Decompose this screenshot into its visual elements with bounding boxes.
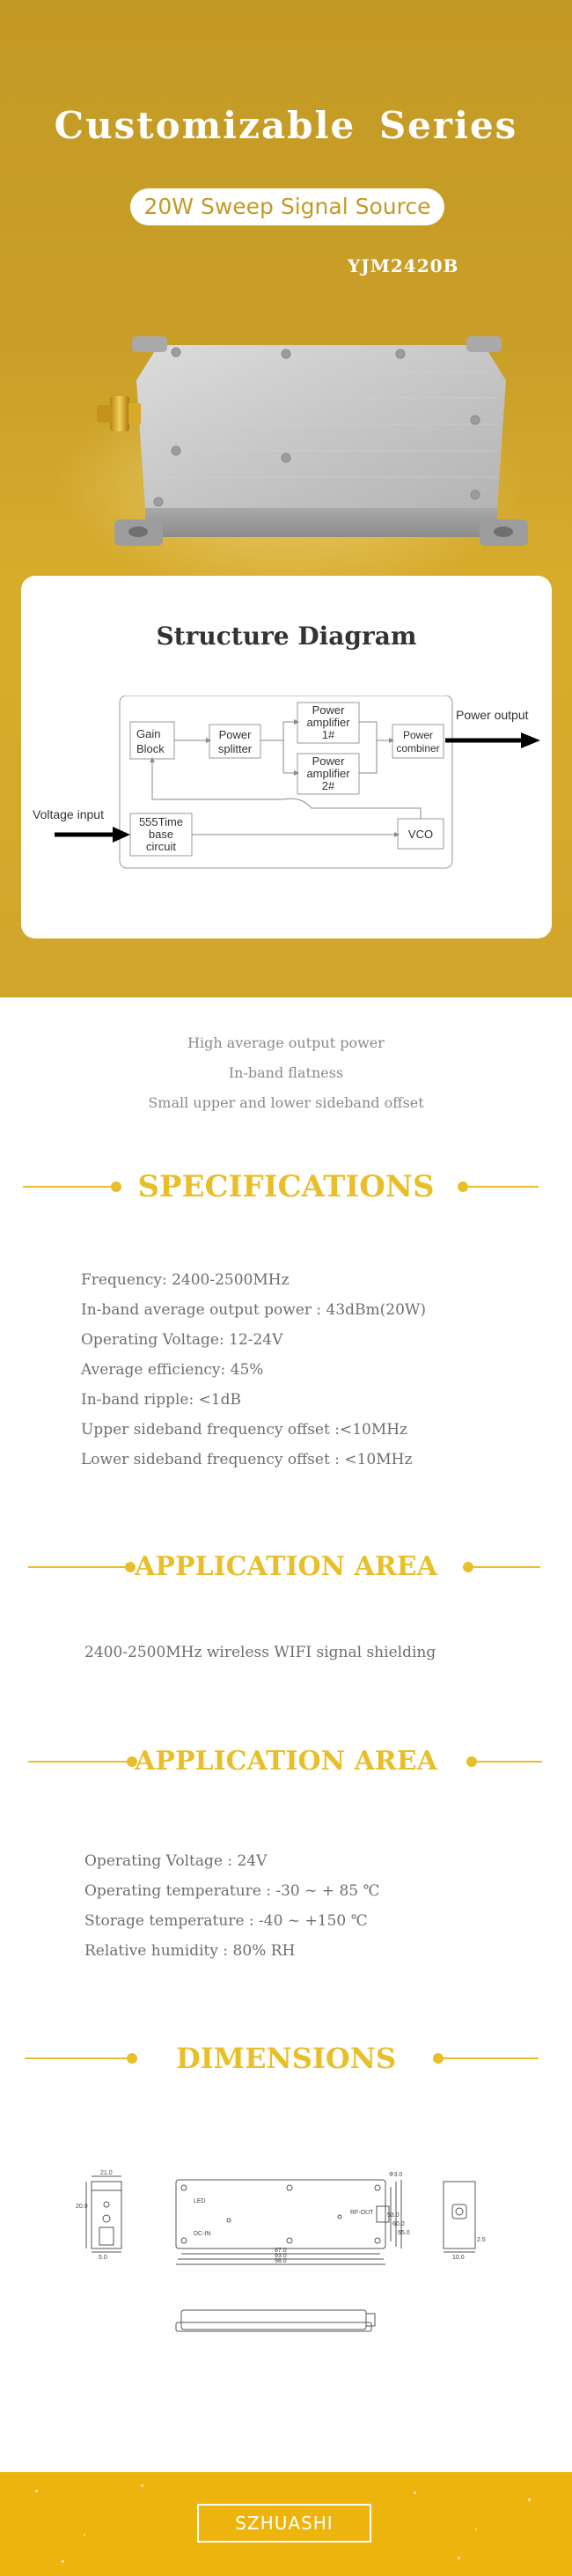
label-s3: 2.5 [477, 2237, 486, 2243]
timer-label-3: circuit [146, 840, 176, 853]
label-w2: 93.0 [275, 2253, 287, 2259]
brand-button[interactable]: SZHUASHI [197, 2504, 371, 2543]
application-list [84, 1638, 436, 1667]
structure-title: Structure Diagram [156, 622, 417, 651]
spec-item: Upper sideband frequency offset :<10MHz [81, 1421, 408, 1439]
spec-item: Average efficiency: 45% [81, 1361, 264, 1379]
amp1-label-3: 1# [321, 728, 335, 741]
hero-title: Customizable Series [54, 104, 518, 147]
structure-card [21, 576, 552, 938]
amp1-label: Power [312, 703, 345, 717]
splitter-label-2: splitter [217, 742, 253, 755]
amp1-label-2: amplifier [306, 716, 350, 729]
label-s4: 10.0 [452, 2255, 465, 2261]
gain-block-label-2: Block [136, 742, 165, 755]
spec-item: In-band ripple: <1dB [81, 1391, 242, 1409]
timer-label: 555Time [138, 815, 184, 828]
environment-item: Operating temperature : -30 ~ + 85 ℃ [84, 1882, 380, 1900]
power-output-label: Power output [456, 708, 529, 722]
environment-heading [0, 1740, 572, 1784]
label-w1: 87.0 [275, 2248, 287, 2254]
label-h3: 65.0 [398, 2230, 410, 2236]
label-h1: 53.0 [387, 2212, 400, 2219]
hero-subtitle-pill: 20W Sweep Signal Source [130, 188, 444, 225]
specifications-list [81, 1265, 426, 1475]
label-s5: 5.0 [99, 2255, 107, 2261]
label-led: LED [194, 2198, 206, 2204]
label-rf-out: RF-OUT [350, 2210, 374, 2216]
spec-item: Frequency: 2400-2500MHz [81, 1271, 290, 1289]
gain-block-label: Gain [136, 727, 161, 740]
footer-banner [0, 2472, 572, 2576]
specifications-heading [0, 1165, 572, 1209]
spec-item: In-band average output power : 43dBm(20W) [81, 1301, 427, 1319]
label-dc-in: DC-IN [194, 2231, 211, 2237]
hero-banner [0, 0, 572, 997]
structure-diagram [28, 696, 547, 872]
voltage-input-label: Voltage input [33, 807, 104, 821]
combiner-label: Power [402, 729, 434, 741]
dimensions-drawing [70, 2155, 528, 2349]
label-hole: Φ3.0 [389, 2172, 403, 2178]
environment-item: Storage temperature : -40 ~ +150 ℃ [84, 1912, 368, 1930]
feature-item: In-band flatness [228, 1064, 344, 1081]
splitter-label: Power [218, 728, 252, 741]
amp2-label: Power [312, 754, 345, 768]
environment-list [84, 1846, 380, 1966]
feature-item: High average output power [187, 1034, 385, 1051]
environment-title: APPLICATION AREA [135, 1746, 437, 1777]
application-title: APPLICATION AREA [135, 1551, 437, 1582]
dimensions-heading [0, 2036, 572, 2080]
amp2-label-2: amplifier [306, 767, 350, 780]
application-item: 2400-2500MHz wireless WIFI signal shielding [84, 1644, 436, 1661]
spec-item: Operating Voltage: 12-24V [81, 1331, 283, 1349]
timer-label-2: base [148, 828, 174, 841]
label-h2: 60.0 [392, 2221, 405, 2227]
product-image [97, 328, 537, 570]
label-s2: 20.0 [76, 2204, 88, 2210]
environment-item: Operating Voltage : 24V [84, 1852, 268, 1870]
feature-list [0, 1028, 572, 1118]
label-s1: 21.0 [100, 2170, 113, 2176]
specifications-title: SPECIFICATIONS [137, 1169, 435, 1204]
environment-item: Relative humidity : 80% RH [84, 1942, 296, 1960]
dimensions-title: DIMENSIONS [175, 2042, 397, 2075]
amp2-label-3: 2# [321, 779, 335, 792]
hero-model-number: YJM2420B [348, 255, 459, 276]
vco-label: VCO [407, 828, 434, 841]
spec-item: Lower sideband frequency offset : <10MHz [81, 1451, 413, 1468]
label-w3: 98.0 [275, 2258, 287, 2264]
application-heading [0, 1545, 572, 1589]
feature-item: Small upper and lower sideband offset [148, 1094, 424, 1111]
combiner-label-2: combiner [396, 742, 440, 754]
